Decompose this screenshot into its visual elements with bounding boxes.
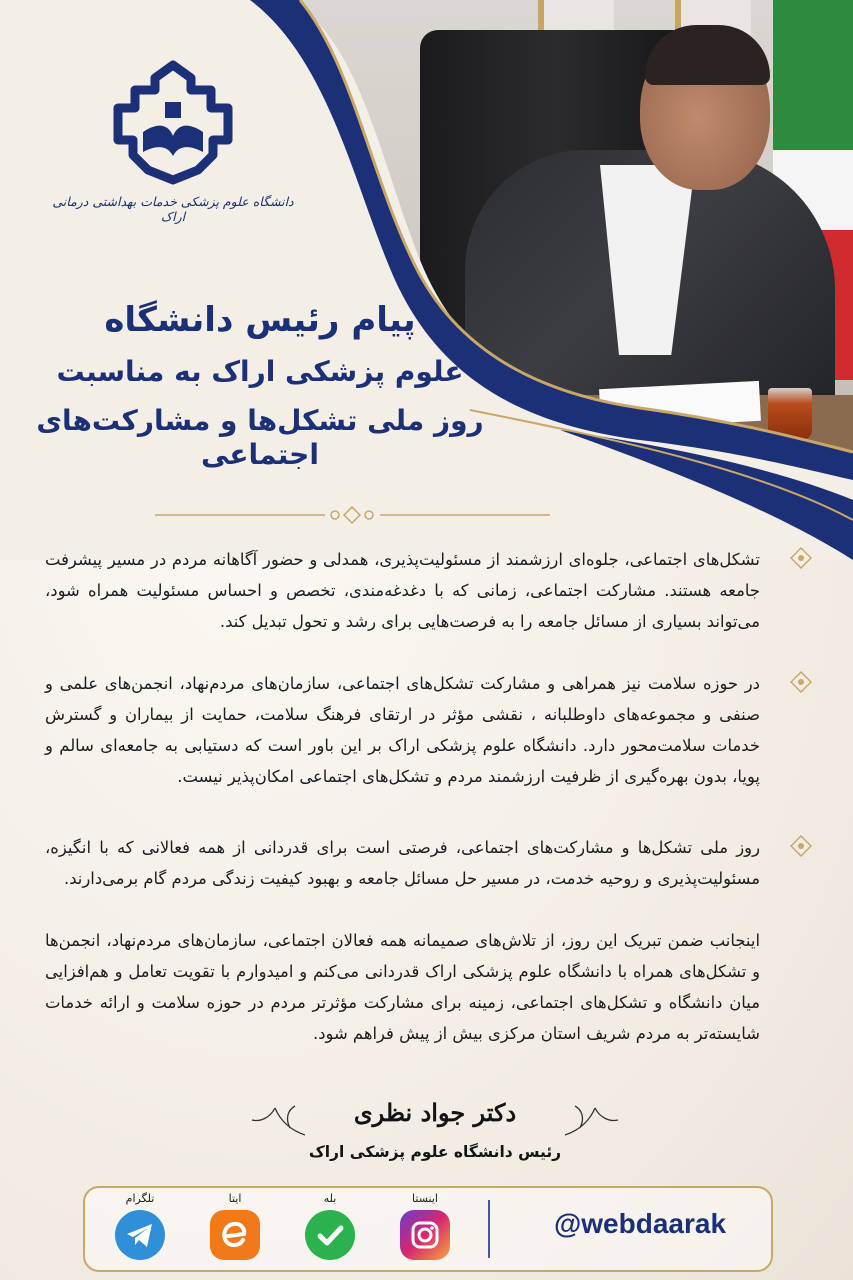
social-label: تلگرام xyxy=(125,1192,155,1205)
diamond-bullet-icon xyxy=(790,835,812,857)
paragraph-3: روز ملی تشکل‌ها و مشارکت‌های اجتماعی، فرصتی است برای قدردانی از همه فعالانی که با انگیزه، مسئولیت‌پذیری و روحیه خدمت، در مسیر حل مسائل جامعه و بهبود کیفیت زندگی مردم گام برمی‌دارند. xyxy=(45,838,760,888)
university-logo xyxy=(48,60,298,235)
telegram-icon[interactable] xyxy=(115,1210,165,1260)
social-label: اینستا xyxy=(412,1192,438,1205)
footer-separator xyxy=(488,1200,490,1258)
page-title xyxy=(20,300,500,472)
social-eitaa[interactable] xyxy=(205,1192,265,1260)
signature-name: دکتر جواد نظری xyxy=(353,1098,517,1127)
social-label: ایتا xyxy=(228,1192,242,1205)
eitaa-icon[interactable] xyxy=(210,1210,260,1260)
social-instagram[interactable] xyxy=(395,1192,455,1260)
title-line-1: پیام رئیس دانشگاه xyxy=(104,300,416,340)
logo-caption: دانشگاه علوم پزشکی خدمات بهداشتی درمانی اراک xyxy=(52,194,294,224)
ornament-divider xyxy=(155,505,550,525)
diamond-bullet-icon xyxy=(790,547,812,569)
paragraph-1: تشکل‌های اجتماعی، جلوه‌ای ارزشمند از مسئولیت‌پذیری، همدلی و حضور آگاهانه مردم در مسیر پیشرفت جامعه هستند. مشارکت اجتماعی، زمانی که با دغدغه‌مندی، تخصص و احساس مسئولیت همراه شود، می‌تواند بسیاری از مسائل جامعه را به فرصت‌هایی برای رشد و تحول تبدیل کند. xyxy=(45,550,760,631)
university-emblem-icon xyxy=(103,60,243,190)
instagram-icon[interactable] xyxy=(400,1210,450,1260)
paragraph-2: در حوزه سلامت نیز همراهی و مشارکت تشکل‌های اجتماعی، سازمان‌های مردم‌نهاد، انجمن‌های علمی و صنفی و مجموعه‌های داوطلبانه ، نقشی مؤثر در ارتقای فرهنگ سلامت، حمایت از بیماران و گسترش خدمات سلامت‌محور دارد. دانشگاه علوم پزشکی اراک بر این باور است که دستیابی به جامعه‌ای سالم و پویا، بدون بهره‌گیری از ظرفیت ارزشمند مردم و تشکل‌های اجتماعی امکان‌پذیر نیست. xyxy=(45,674,760,786)
social-bale[interactable] xyxy=(300,1192,360,1260)
social-label: بله xyxy=(323,1192,337,1205)
bale-icon[interactable] xyxy=(305,1210,355,1260)
title-line-2: علوم پزشکی اراک به مناسبت xyxy=(56,354,464,388)
diamond-bullet-icon xyxy=(790,671,812,693)
title-line-3: روز ملی تشکل‌ها و مشارکت‌های اجتماعی xyxy=(36,404,484,471)
social-handle[interactable]: @webdaarak xyxy=(553,1208,727,1239)
signature-role: رئیس دانشگاه علوم پزشکی اراک xyxy=(308,1143,562,1161)
paragraph-4: اینجانب ضمن تبریک این روز، از تلاش‌های صمیمانه همه فعالان اجتماعی، سازمان‌های مردم‌نهاد، انجمن‌ها و تشکل‌های همراه با دانشگاه علوم پزشکی اراک قدردانی می‌کنم و امیدوارم با تقویت تعامل و هم‌افزایی میان دانشگاه و تشکل‌های اجتماعی، زمینه برای مشارکت مؤثرتر مردم در حوزه سلامت و ارائه خدمات شایسته‌تر به مردم شریف استان مرکزی بیش از پیش فراهم شود. xyxy=(45,931,760,1043)
social-telegram[interactable] xyxy=(110,1192,170,1260)
